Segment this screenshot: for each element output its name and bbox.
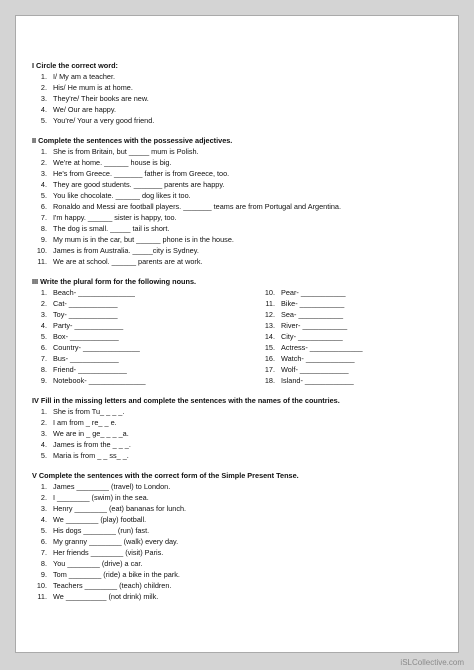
list-item: 4. We/ Our are happy. [40, 105, 116, 114]
plural-nouns-right-column [260, 287, 444, 386]
list-item: 9. Tom ________ (ride) a bike in the park. [40, 570, 180, 579]
section-1 [32, 60, 444, 126]
list-item: 10. James is from Australia. _____city is Sydney. [36, 246, 199, 255]
list-item: 2. His/ He mum is at home. [40, 83, 133, 92]
list-item: 3. He's from Greece. _______ father is from Greece, too. [40, 169, 230, 178]
section-2-title: II Complete the sentences with the possessive adjectives. [32, 136, 233, 145]
list-item: 2. I am from _ re_ _ e. [40, 418, 117, 427]
section-4-title: IV Fill in the missing letters and complete the sentences with the names of the countries. [32, 396, 340, 405]
list-item: 5. You're/ Your a very good friend. [40, 116, 155, 125]
list-item: 8. You ________ (drive) a car. [40, 559, 143, 568]
list-item: 2. Cat- ____________ [40, 299, 118, 308]
list-item: 10. Teachers ________ (teach) children. [36, 581, 172, 590]
list-item: 1. Beach- ______________ [40, 288, 135, 297]
site-watermark: iSLCollective.com [400, 658, 464, 667]
list-item: 17. Wolf- ____________ [264, 365, 349, 374]
list-item: 16. Watch- ____________ [264, 354, 355, 363]
section-3-title: III Write the plural form for the following nouns. [32, 277, 197, 286]
section-4 [32, 395, 444, 461]
list-item: 10. Pear- ___________ [264, 288, 346, 297]
section-3 [32, 276, 444, 386]
list-item: 2. I ________ (swim) in the sea. [40, 493, 149, 502]
list-item: 13. River- ___________ [264, 321, 348, 330]
list-item: 7. Her friends ________ (visit) Paris. [40, 548, 164, 557]
worksheet-page [15, 15, 459, 653]
section-5-list [32, 481, 444, 602]
section-4-list [32, 406, 444, 461]
list-item: 8. The dog is small. _____ tail is short. [40, 224, 170, 233]
list-item: 12. Sea- ___________ [264, 310, 344, 319]
list-item: 7. I'm happy. ______ sister is happy, too. [40, 213, 177, 222]
list-item: 5. You like chocolate. ______ dog likes it too. [40, 191, 191, 200]
section-2-list [32, 146, 444, 267]
list-item: 6. Country- ______________ [40, 343, 140, 352]
list-item: 4. James is from the _ _ _. [40, 440, 131, 449]
list-item: 4. They are good students. _______ parents are happy. [40, 180, 225, 189]
list-item: 14. City- ___________ [264, 332, 343, 341]
worksheet-content [32, 60, 444, 611]
list-item: 1. She is from Tu_ _ _ _. [40, 407, 125, 416]
list-item: 6. My granny ________ (walk) every day. [40, 537, 179, 546]
list-item: 8. Friend- ____________ [40, 365, 127, 374]
list-item: 1. James ________ (travel) to London. [40, 482, 171, 491]
list-item: 5. His dogs ________ (run) fast. [40, 526, 150, 535]
section-1-title: I Circle the correct word: [32, 61, 118, 70]
plural-nouns-grid [32, 287, 444, 386]
list-item: 2. We're at home. ______ house is big. [40, 158, 172, 167]
list-item: 11. We __________ (not drink) milk. [37, 592, 159, 601]
plural-nouns-left-column [32, 287, 260, 386]
list-item: 15. Actress- _____________ [264, 343, 363, 352]
section-1-list [32, 71, 444, 126]
list-item: 4. Party- ____________ [40, 321, 124, 330]
list-item: 6. Ronaldo and Messi are football players. _______ teams are from Portugal and Argentina. [40, 202, 341, 211]
list-item: 11. Bike- ___________ [265, 299, 345, 308]
list-item: 3. Henry ________ (eat) bananas for lunch. [40, 504, 187, 513]
list-item: 7. Bus- ____________ [40, 354, 119, 363]
list-item: 5. Maria is from _ _ ss_ _. [40, 451, 129, 460]
list-item: 4. We ________ (play) football. [40, 515, 147, 524]
list-item: 3. Toy- ____________ [40, 310, 118, 319]
section-2 [32, 135, 444, 267]
list-item: 11. We are at school. ______ parents are at work. [37, 257, 203, 266]
list-item: 18. Island- ____________ [264, 376, 354, 385]
list-item: 1. She is from Britain, but _____ mum is Polish. [40, 147, 199, 156]
list-item: 3. We are in _ ge_ _ _ _a. [40, 429, 129, 438]
list-item: 9. My mum is in the car, but ______ phone is in the house. [40, 235, 234, 244]
list-item: 9. Notebook- ______________ [40, 376, 146, 385]
section-5-title: V Complete the sentences with the correct form of the Simple Present Tense. [32, 471, 299, 480]
section-5 [32, 470, 444, 602]
list-item: 1. I/ My am a teacher. [40, 72, 116, 81]
list-item: 5. Box- ____________ [40, 332, 119, 341]
list-item: 3. They're/ Their books are new. [40, 94, 149, 103]
